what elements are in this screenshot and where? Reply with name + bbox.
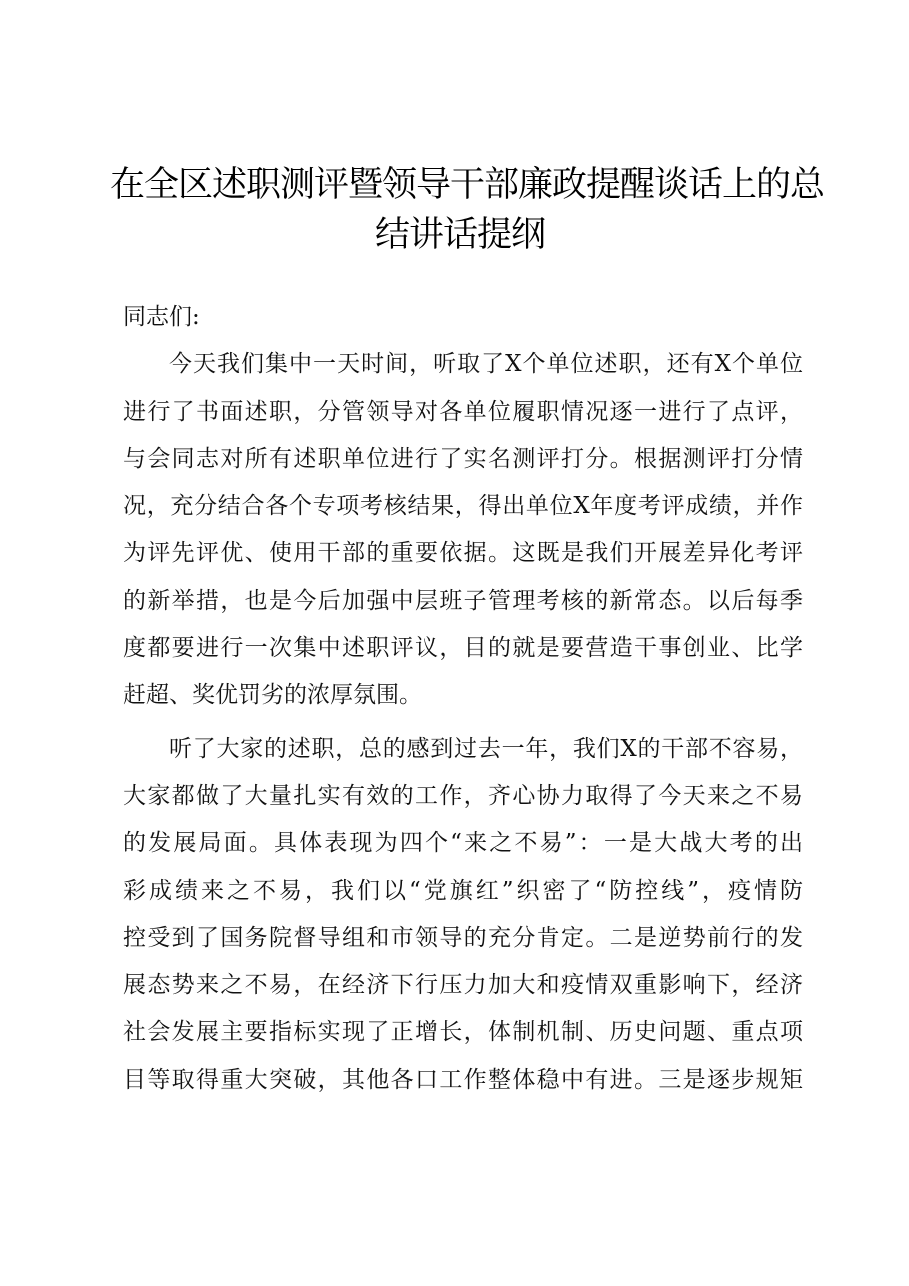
paragraph-line: 的发展局面。具体表现为四个“来之不易”：一是大战大考的出 <box>123 830 803 857</box>
paragraph-line: 进行了书面述职，分管领导对各单位履职情况逐一进行了点评， <box>123 398 803 425</box>
document-title <box>110 160 825 260</box>
paragraph-line: 况，充分结合各个专项考核结果，得出单位X年度考评成绩，并作 <box>123 493 803 520</box>
title-line: 在全区述职测评暨领导干部廉政提醒谈话上的总 <box>110 165 825 205</box>
paragraph-line: 的新举措，也是今后加强中层班子管理考核的新常态。以后每季 <box>123 587 803 614</box>
paragraph-line: 彩成绩来之不易，我们以“党旗红”织密了“防控线”，疫情防 <box>123 877 803 904</box>
paragraph-line: 目等取得重大突破，其他各口工作整体稳中有进。三是逐步规矩 <box>123 1066 803 1093</box>
paragraph-line: 为评先评优、使用干部的重要依据。这既是我们开展差异化考评 <box>123 540 803 567</box>
paragraph-1 <box>123 341 803 719</box>
document-body <box>123 294 803 1110</box>
paragraph-line: 展态势来之不易，在经济下行压力加大和疫情双重影响下，经济 <box>123 972 803 999</box>
paragraph-line: 今天我们集中一天时间，听取了X个单位述职，还有X个单位 <box>169 351 803 378</box>
paragraph-line: 社会发展主要指标实现了正增长，体制机制、历史问题、重点项 <box>123 1019 803 1046</box>
paragraph-line: 大家都做了大量扎实有效的工作，齐心协力取得了今天来之不易 <box>123 782 803 809</box>
paragraph-line: 赶超、奖优罚劣的浓厚氛围。 <box>123 682 422 709</box>
title-line: 结讲话提纲 <box>374 215 545 255</box>
paragraph-line: 听了大家的述职，总的感到过去一年，我们X的干部不容易， <box>169 735 803 762</box>
paragraph-line: 控受到了国务院督导组和市领导的充分肯定。二是逆势前行的发 <box>123 924 803 951</box>
paragraph-2 <box>123 726 803 1104</box>
paragraph-line: 与会同志对所有述职单位进行了实名测评打分。根据测评打分情 <box>123 445 803 472</box>
salutation: 同志们: <box>123 304 200 330</box>
paragraph-line: 度都要进行一次集中述职评议，目的就是要营造干事创业、比学 <box>123 635 803 662</box>
